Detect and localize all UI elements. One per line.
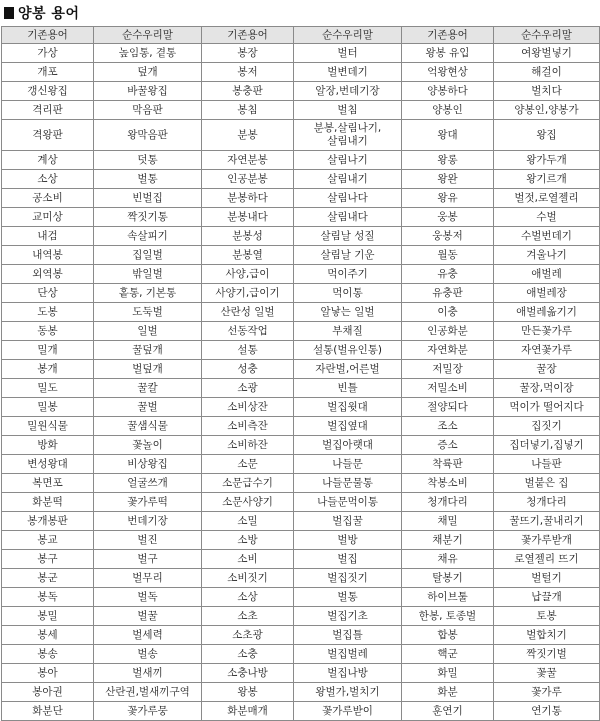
table-row: [2, 341, 600, 360]
existing-term-cell: 밀도: [2, 379, 94, 398]
existing-term-cell: 채유: [402, 550, 494, 569]
native-term-cell: 애벌레옮기기: [494, 303, 600, 322]
existing-term-cell: 도봉: [2, 303, 94, 322]
existing-term-cell: 왕유: [402, 189, 494, 208]
existing-term-cell: 왕봉: [202, 683, 294, 702]
existing-term-cell: 밀원식물: [2, 417, 94, 436]
header-cell: 기존용어: [2, 27, 94, 44]
native-term-cell: 살림내다: [294, 208, 402, 227]
existing-term-cell: 동봉: [2, 322, 94, 341]
native-term-cell: 벌송: [94, 645, 202, 664]
native-term-cell: 산란권,벌새끼구역: [94, 683, 202, 702]
table-row: [2, 151, 600, 170]
table-row: [2, 303, 600, 322]
native-term-cell: 집더넣기,집넣기: [494, 436, 600, 455]
existing-term-cell: 봉장: [202, 44, 294, 63]
existing-term-cell: 소방: [202, 531, 294, 550]
existing-term-cell: 내역봉: [2, 246, 94, 265]
existing-term-cell: 소초: [202, 607, 294, 626]
existing-term-cell: 격리판: [2, 101, 94, 120]
native-term-cell: 나들판: [494, 455, 600, 474]
table-row: [2, 550, 600, 569]
native-term-cell: 짝짓기벌: [494, 645, 600, 664]
native-term-cell: 꽃가루받개: [494, 531, 600, 550]
native-term-cell: 겨울나기: [494, 246, 600, 265]
native-term-cell: 홑통, 기본통: [94, 284, 202, 303]
table-row: [2, 702, 600, 721]
existing-term-cell: 봉아: [2, 664, 94, 683]
native-term-cell: 수벌: [494, 208, 600, 227]
native-term-cell: 왕가두개: [494, 151, 600, 170]
existing-term-cell: 봉아권: [2, 683, 94, 702]
existing-term-cell: 내검: [2, 227, 94, 246]
table-row: [2, 82, 600, 101]
native-term-cell: 꿀장: [494, 360, 600, 379]
native-term-cell: 왕집: [494, 120, 600, 151]
native-term-cell: 벌집꿀: [294, 512, 402, 531]
table-row: [2, 227, 600, 246]
existing-term-cell: 유충: [402, 265, 494, 284]
existing-term-cell: 봉밀: [2, 607, 94, 626]
native-term-cell: 벌집기초: [294, 607, 402, 626]
native-term-cell: 벌구: [94, 550, 202, 569]
table-row: [2, 512, 600, 531]
table-row: [2, 63, 600, 82]
section-title: [0, 0, 600, 26]
table-body: [2, 44, 600, 721]
existing-term-cell: 분봉: [202, 120, 294, 151]
square-bullet-icon: [4, 7, 14, 19]
native-term-cell: 벌젓,로열젤리: [494, 189, 600, 208]
native-term-cell: 벌집윗대: [294, 398, 402, 417]
existing-term-cell: 소비하잔: [202, 436, 294, 455]
existing-term-cell: 웅봉: [402, 208, 494, 227]
existing-term-cell: 왕대: [402, 120, 494, 151]
existing-term-cell: 인공분봉: [202, 170, 294, 189]
existing-term-cell: 화분단: [2, 702, 94, 721]
existing-term-cell: 합봉: [402, 626, 494, 645]
existing-term-cell: 채분기: [402, 531, 494, 550]
native-term-cell: 벌집아랫대: [294, 436, 402, 455]
existing-term-cell: 소비측잔: [202, 417, 294, 436]
existing-term-cell: 복면포: [2, 474, 94, 493]
native-term-cell: 벌터: [294, 44, 402, 63]
existing-term-cell: 개포: [2, 63, 94, 82]
existing-term-cell: 방화: [2, 436, 94, 455]
native-term-cell: 수벌번데기: [494, 227, 600, 246]
existing-term-cell: 봉침: [202, 101, 294, 120]
native-term-cell: 비상왕집: [94, 455, 202, 474]
native-term-cell: 벌새끼: [94, 664, 202, 683]
existing-term-cell: 절양되다: [402, 398, 494, 417]
existing-term-cell: 왕봉 유입: [402, 44, 494, 63]
existing-term-cell: 소상: [202, 588, 294, 607]
native-term-cell: 살림나기: [294, 151, 402, 170]
existing-term-cell: 저밀소비: [402, 379, 494, 398]
existing-term-cell: 교미상: [2, 208, 94, 227]
native-term-cell: 자란벌,어른벌: [294, 360, 402, 379]
native-term-cell: 벌무리: [94, 569, 202, 588]
table-row: [2, 493, 600, 512]
existing-term-cell: 소충나방: [202, 664, 294, 683]
existing-term-cell: 봉군: [2, 569, 94, 588]
existing-term-cell: 소비: [202, 550, 294, 569]
existing-term-cell: 소충: [202, 645, 294, 664]
native-term-cell: 연기통: [494, 702, 600, 721]
native-term-cell: 납끌개: [494, 588, 600, 607]
native-term-cell: 꽃꿀: [494, 664, 600, 683]
native-term-cell: 살림나다: [294, 189, 402, 208]
native-term-cell: 벌털기: [494, 569, 600, 588]
existing-term-cell: 훈연기: [402, 702, 494, 721]
table-row: [2, 284, 600, 303]
native-term-cell: 왕기르개: [494, 170, 600, 189]
native-term-cell: 양봉인,양봉가: [494, 101, 600, 120]
native-term-cell: 높임통, 곁통: [94, 44, 202, 63]
table-row: [2, 44, 600, 63]
existing-term-cell: 왕롱: [402, 151, 494, 170]
existing-term-cell: 소초광: [202, 626, 294, 645]
native-term-cell: 꿀장,먹이장: [494, 379, 600, 398]
existing-term-cell: 월동: [402, 246, 494, 265]
native-term-cell: 살림내기: [294, 170, 402, 189]
existing-term-cell: 분봉하다: [202, 189, 294, 208]
table-row: [2, 436, 600, 455]
table-row: [2, 531, 600, 550]
header-cell: 순수우리말: [94, 27, 202, 44]
native-term-cell: 벌방: [294, 531, 402, 550]
title-text: 양봉 용어: [18, 6, 80, 22]
existing-term-cell: 봉송: [2, 645, 94, 664]
existing-term-cell: 분봉내다: [202, 208, 294, 227]
table-row: [2, 417, 600, 436]
existing-term-cell: 청개다리: [402, 493, 494, 512]
native-term-cell: 벌붙은 집: [494, 474, 600, 493]
existing-term-cell: 공소비: [2, 189, 94, 208]
existing-term-cell: 외역봉: [2, 265, 94, 284]
existing-term-cell: 밀봉: [2, 398, 94, 417]
native-term-cell: 꽃가루: [494, 683, 600, 702]
existing-term-cell: 단상: [2, 284, 94, 303]
native-term-cell: 빈벌집: [94, 189, 202, 208]
header-cell: 기존용어: [402, 27, 494, 44]
native-term-cell: 애벌레: [494, 265, 600, 284]
existing-term-cell: 선동작업: [202, 322, 294, 341]
native-term-cell: 먹이가 떨어지다: [494, 398, 600, 417]
header-cell: 순수우리말: [294, 27, 402, 44]
native-term-cell: 벌집나방: [294, 664, 402, 683]
existing-term-cell: 봉교: [2, 531, 94, 550]
native-term-cell: 꿀칼: [94, 379, 202, 398]
existing-term-cell: 소비짓기: [202, 569, 294, 588]
native-term-cell: 꿀뜨기,꿀내리기: [494, 512, 600, 531]
existing-term-cell: 소문급수기: [202, 474, 294, 493]
native-term-cell: 알낳는 일벌: [294, 303, 402, 322]
native-term-cell: 벌집옆대: [294, 417, 402, 436]
existing-term-cell: 분봉열: [202, 246, 294, 265]
existing-term-cell: 유충판: [402, 284, 494, 303]
table-row: [2, 626, 600, 645]
header-cell: 순수우리말: [494, 27, 600, 44]
native-term-cell: 해걸이: [494, 63, 600, 82]
existing-term-cell: 설통: [202, 341, 294, 360]
existing-term-cell: 조소: [402, 417, 494, 436]
existing-term-cell: 봉충판: [202, 82, 294, 101]
existing-term-cell: 자연화분: [402, 341, 494, 360]
native-term-cell: 밖일벌: [94, 265, 202, 284]
existing-term-cell: 봉세: [2, 626, 94, 645]
table-row: [2, 474, 600, 493]
native-term-cell: 나들문: [294, 455, 402, 474]
native-term-cell: 벌집벌레: [294, 645, 402, 664]
native-term-cell: 나들문먹이통: [294, 493, 402, 512]
existing-term-cell: 사양기,급이기: [202, 284, 294, 303]
table-row: [2, 588, 600, 607]
existing-term-cell: 억왕현상: [402, 63, 494, 82]
table-row: [2, 455, 600, 474]
native-term-cell: 꿀벌: [94, 398, 202, 417]
native-term-cell: 왕막음판: [94, 120, 202, 151]
native-term-cell: 먹이주기: [294, 265, 402, 284]
existing-term-cell: 화밀: [402, 664, 494, 683]
native-term-cell: 도둑벌: [94, 303, 202, 322]
existing-term-cell: 소문사양기: [202, 493, 294, 512]
native-term-cell: 벌집틀: [294, 626, 402, 645]
native-term-cell: 꿀덮개: [94, 341, 202, 360]
native-term-cell: 설통(벌유인통): [294, 341, 402, 360]
existing-term-cell: 채밀: [402, 512, 494, 531]
native-term-cell: 벌통: [294, 588, 402, 607]
existing-term-cell: 변성왕대: [2, 455, 94, 474]
table-row: [2, 398, 600, 417]
existing-term-cell: 착륙판: [402, 455, 494, 474]
native-term-cell: 만든꽃가루: [494, 322, 600, 341]
native-term-cell: 집짓기: [494, 417, 600, 436]
existing-term-cell: 봉개봉판: [2, 512, 94, 531]
existing-term-cell: 화분떡: [2, 493, 94, 512]
table-row: [2, 360, 600, 379]
existing-term-cell: 소문: [202, 455, 294, 474]
native-term-cell: 여왕벌넣기: [494, 44, 600, 63]
native-term-cell: 토봉: [494, 607, 600, 626]
terminology-table: [1, 26, 600, 721]
table-row: [2, 170, 600, 189]
native-term-cell: 벌집: [294, 550, 402, 569]
existing-term-cell: 봉독: [2, 588, 94, 607]
existing-term-cell: 봉개: [2, 360, 94, 379]
existing-term-cell: 소비상잔: [202, 398, 294, 417]
existing-term-cell: 왕완: [402, 170, 494, 189]
existing-term-cell: 착봉소비: [402, 474, 494, 493]
existing-term-cell: 양봉하다: [402, 82, 494, 101]
existing-term-cell: 밀개: [2, 341, 94, 360]
native-term-cell: 덮개: [94, 63, 202, 82]
existing-term-cell: 화분: [402, 683, 494, 702]
existing-term-cell: 저밀장: [402, 360, 494, 379]
native-term-cell: 속살피기: [94, 227, 202, 246]
native-term-cell: 자연꽃가루: [494, 341, 600, 360]
native-term-cell: 청개다리: [494, 493, 600, 512]
table-row: [2, 101, 600, 120]
header-row: [2, 27, 600, 44]
existing-term-cell: 한봉, 토종벌: [402, 607, 494, 626]
existing-term-cell: 봉저: [202, 63, 294, 82]
table-row: [2, 322, 600, 341]
table-row: [2, 569, 600, 588]
existing-term-cell: 가상: [2, 44, 94, 63]
native-term-cell: 덧통: [94, 151, 202, 170]
header-cell: 기존용어: [202, 27, 294, 44]
existing-term-cell: 소상: [2, 170, 94, 189]
existing-term-cell: 분봉성: [202, 227, 294, 246]
table-row: [2, 189, 600, 208]
native-term-cell: 살림날 기운: [294, 246, 402, 265]
native-term-cell: 짝짓기통: [94, 208, 202, 227]
existing-term-cell: 성충: [202, 360, 294, 379]
existing-term-cell: 사양,급이: [202, 265, 294, 284]
existing-term-cell: 봉구: [2, 550, 94, 569]
existing-term-cell: 화분매개: [202, 702, 294, 721]
native-term-cell: 빈틀: [294, 379, 402, 398]
native-term-cell: 집일벌: [94, 246, 202, 265]
native-term-cell: 얼굴쓰개: [94, 474, 202, 493]
table-row: [2, 645, 600, 664]
native-term-cell: 벌통: [94, 170, 202, 189]
native-term-cell: 로열젤리 뜨기: [494, 550, 600, 569]
existing-term-cell: 탈봉기: [402, 569, 494, 588]
native-term-cell: 막음판: [94, 101, 202, 120]
native-term-cell: 번데기장: [94, 512, 202, 531]
native-term-cell: 벌치다: [494, 82, 600, 101]
existing-term-cell: 산란성 일벌: [202, 303, 294, 322]
native-term-cell: 꽃가루떡: [94, 493, 202, 512]
native-term-cell: 벌침: [294, 101, 402, 120]
native-term-cell: 벌집짓기: [294, 569, 402, 588]
existing-term-cell: 양봉인: [402, 101, 494, 120]
table-row: [2, 607, 600, 626]
native-term-cell: 나들문물통: [294, 474, 402, 493]
table-row: [2, 265, 600, 284]
existing-term-cell: 하이브툴: [402, 588, 494, 607]
native-term-cell: 꽃가루뭉: [94, 702, 202, 721]
table-row: [2, 664, 600, 683]
native-term-cell: 꽃놀이: [94, 436, 202, 455]
existing-term-cell: 자연분봉: [202, 151, 294, 170]
native-term-cell: 꽃가루받이: [294, 702, 402, 721]
native-term-cell: 먹이통: [294, 284, 402, 303]
existing-term-cell: 소광: [202, 379, 294, 398]
native-term-cell: 바꿀왕집: [94, 82, 202, 101]
table-row: [2, 246, 600, 265]
existing-term-cell: 증소: [402, 436, 494, 455]
existing-term-cell: 이충: [402, 303, 494, 322]
existing-term-cell: 계상: [2, 151, 94, 170]
native-term-cell: 살림날 성질: [294, 227, 402, 246]
existing-term-cell: 핵군: [402, 645, 494, 664]
table-row: [2, 379, 600, 398]
table-row: [2, 683, 600, 702]
table-row: [2, 120, 600, 151]
native-term-cell: 벌꿀: [94, 607, 202, 626]
native-term-cell: 부채질: [294, 322, 402, 341]
native-term-cell: 벌합치기: [494, 626, 600, 645]
existing-term-cell: 격왕판: [2, 120, 94, 151]
native-term-cell: 애벌레장: [494, 284, 600, 303]
existing-term-cell: 갱신왕집: [2, 82, 94, 101]
native-term-cell: 왕벌가,벌치기: [294, 683, 402, 702]
native-term-cell: 알장,번데기장: [294, 82, 402, 101]
native-term-cell: 일벌: [94, 322, 202, 341]
native-term-cell: 분봉,살림나기, 살림내기: [294, 120, 402, 151]
native-term-cell: 벌덮개: [94, 360, 202, 379]
native-term-cell: 벌세력: [94, 626, 202, 645]
table-row: [2, 208, 600, 227]
existing-term-cell: 웅봉저: [402, 227, 494, 246]
native-term-cell: 벌진: [94, 531, 202, 550]
existing-term-cell: 소밀: [202, 512, 294, 531]
native-term-cell: 벌독: [94, 588, 202, 607]
existing-term-cell: 인공화분: [402, 322, 494, 341]
native-term-cell: 꿀샘식물: [94, 417, 202, 436]
native-term-cell: 벌변데기: [294, 63, 402, 82]
